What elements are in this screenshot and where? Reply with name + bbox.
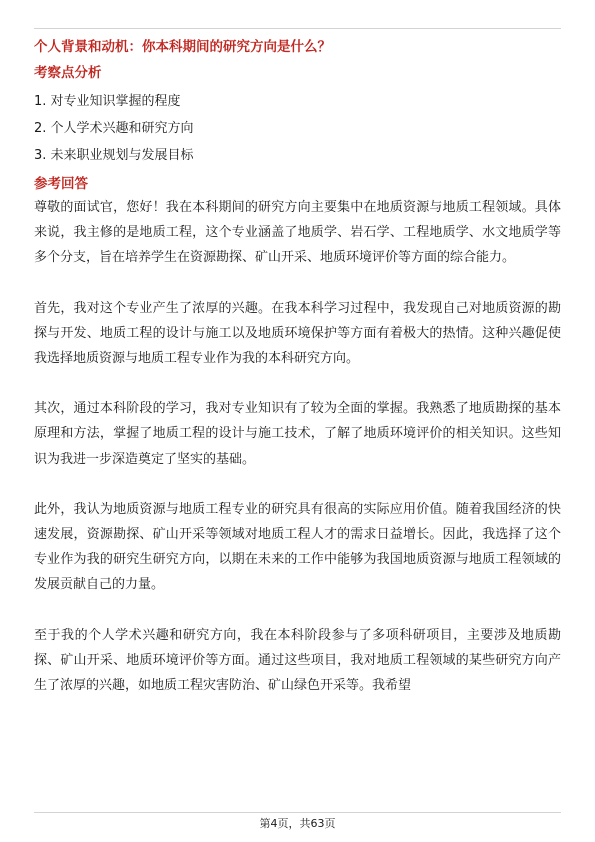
answer-heading: 参考回答 [34,176,88,192]
analysis-point: 2. 个人学术兴趣和研究方向 [34,121,194,136]
answer-paragraph: 此外，我认为地质资源与地质工程专业的研究具有很高的实际应用价值。随着我国经济的快速发展，资源勘探、矿山开采等领域对地质工程人才的需求日益增长。因此，我选择了这个专业作为我的研究生研究方向，以期在未来的工作中能够为我国地质资源与地质工程领域的发展贡献自己的力量。 [34,501,561,593]
answer-paragraph: 尊敬的面试官，您好！我在本科期间的研究方向主要集中在地质资源与地质工程领域。具体来说，我主修的是地质工程，这个专业涵盖了地质学、岩石学、工程地质学、水文地质学等多个分支，旨在培养学生在资源勘探、矿山开采、地质环境评价等方面的综合能力。 [34,200,561,266]
page-content [34,36,561,698]
footer-divider [34,812,561,813]
header-divider [34,28,561,29]
analysis-point: 1. 对专业知识掌握的程度 [34,94,181,109]
question-title: 个人背景和动机：你本科期间的研究方向是什么？ [34,39,331,55]
analysis-points [34,88,561,169]
page-number: 第4页，共63页 [259,817,336,830]
answer-paragraph: 其次，通过本科阶段的学习，我对专业知识有了较为全面的掌握。我熟悉了地质勘探的基本原理和方法，掌握了地质工程的设计与施工技术，了解了地质环境评价的相关知识。这些知识为我进一步深造奠定了坚实的基础。 [34,401,561,467]
answer-paragraph: 至于我的个人学术兴趣和研究方向，我在本科阶段参与了多项科研项目，主要涉及地质勘探、矿山开采、地质环境评价等方面。通过这些项目，我对地质工程领域的某些研究方向产生了浓厚的兴趣，如地质工程灾害防治、矿山绿色开采等。我希望 [34,627,561,694]
analysis-point: 3. 未来职业规划与发展目标 [34,148,194,163]
answer-body [34,195,561,698]
answer-paragraph: 首先，我对这个专业产生了浓厚的兴趣。在我本科学习过程中，我发现自己对地质资源的勘探与开发、地质工程的设计与施工以及地质环境保护等方面有着极大的热情。这种兴趣促使我选择地质资源与地质工程专业作为我的本科研究方向。 [34,300,561,367]
analysis-heading: 考察点分析 [34,65,102,81]
